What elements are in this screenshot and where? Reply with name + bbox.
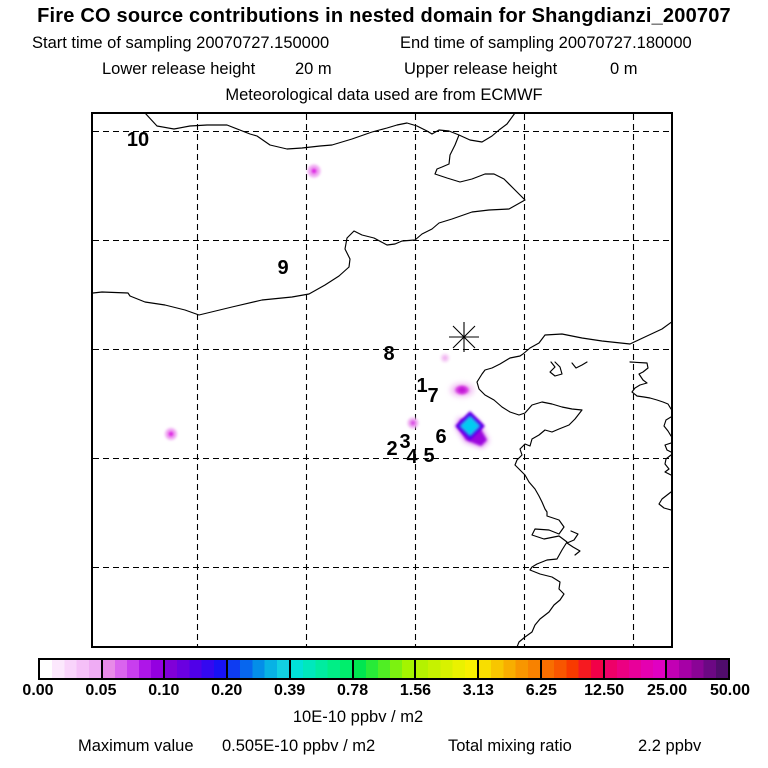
maximum-value: 0.505E-10 ppbv / m2 bbox=[222, 737, 376, 755]
total-mixing-ratio-value: 2.2 ppbv bbox=[638, 737, 702, 755]
page-title: Fire CO source contributions in nested domain for Shangdianzi_200707 bbox=[37, 5, 731, 27]
colorbar-segment bbox=[289, 660, 352, 678]
colorbar-segment bbox=[40, 660, 101, 678]
upper-release-value: 0 m bbox=[610, 60, 638, 78]
colorbar-tick-label: 50.00 bbox=[709, 682, 751, 699]
map-gridlines bbox=[93, 114, 671, 646]
hotspot bbox=[165, 428, 177, 440]
trajectory-day-label: 10 bbox=[126, 129, 150, 151]
maximum-value-label: Maximum value bbox=[78, 737, 194, 755]
colorbar-tick-label: 0.10 bbox=[148, 682, 180, 699]
coastline bbox=[93, 114, 671, 646]
hotspots-layer bbox=[165, 165, 489, 449]
colorbar-tick-label: 0.05 bbox=[85, 682, 117, 699]
trajectory-labels bbox=[127, 129, 447, 468]
colorbar-tick-label: 3.13 bbox=[462, 682, 494, 699]
colorbar-tick-label: 0.20 bbox=[211, 682, 243, 699]
colorbar-tick-label: 0.39 bbox=[274, 682, 306, 699]
trajectory-day-label: 3 bbox=[399, 431, 411, 453]
colorbar-tick-label: 12.50 bbox=[584, 682, 625, 699]
sampling-end-text: End time of sampling 20070727.180000 bbox=[400, 34, 692, 52]
trajectory-day-label: 9 bbox=[277, 257, 289, 279]
hotspot bbox=[308, 165, 321, 178]
hotspot bbox=[450, 383, 474, 397]
trajectory-day-label: 6 bbox=[435, 426, 447, 448]
trajectory-day-label: 1 bbox=[416, 375, 428, 397]
colorbar-tick-label: 1.56 bbox=[399, 682, 432, 699]
total-mixing-ratio-label: Total mixing ratio bbox=[448, 737, 572, 755]
colorbar-segment bbox=[414, 660, 477, 678]
lower-release-value: 20 m bbox=[295, 60, 332, 78]
map-svg bbox=[93, 114, 671, 646]
colorbar-segment bbox=[101, 660, 164, 678]
colorbar-segment bbox=[477, 660, 540, 678]
trajectory-day-label: 8 bbox=[383, 343, 395, 365]
colorbar-units-label: 10E-10 ppbv / m2 bbox=[292, 708, 424, 726]
colorbar-segment bbox=[540, 660, 603, 678]
colorbar-tick-label: 0.78 bbox=[336, 682, 369, 699]
station-asterisk-icon bbox=[449, 322, 479, 352]
hotspot bbox=[408, 418, 419, 429]
trajectory-day-label: 2 bbox=[386, 438, 398, 460]
colorbar-segment bbox=[226, 660, 289, 678]
hotspot bbox=[455, 411, 489, 448]
trajectory-day-label: 7 bbox=[427, 385, 439, 407]
trajectory-day-label: 4 bbox=[406, 446, 418, 468]
colorbar-segment bbox=[603, 660, 666, 678]
colorbar-tick-label: 6.25 bbox=[525, 682, 557, 699]
colorbar-segment bbox=[665, 660, 728, 678]
lower-release-label: Lower release height bbox=[102, 60, 256, 78]
colorbar-tick-label: 25.00 bbox=[647, 682, 688, 699]
upper-release-label: Upper release height bbox=[404, 60, 558, 78]
trajectory-day-label: 5 bbox=[423, 445, 435, 467]
map-panel bbox=[91, 112, 673, 648]
colorbar bbox=[38, 658, 730, 680]
colorbar-segment bbox=[352, 660, 415, 678]
met-data-text: Meteorological data used are from ECMWF bbox=[225, 86, 543, 104]
colorbar-segment bbox=[163, 660, 226, 678]
sampling-start-text: Start time of sampling 20070727.150000 bbox=[32, 34, 330, 52]
hotspot bbox=[441, 354, 450, 363]
colorbar-tick-label: 0.00 bbox=[22, 682, 54, 699]
